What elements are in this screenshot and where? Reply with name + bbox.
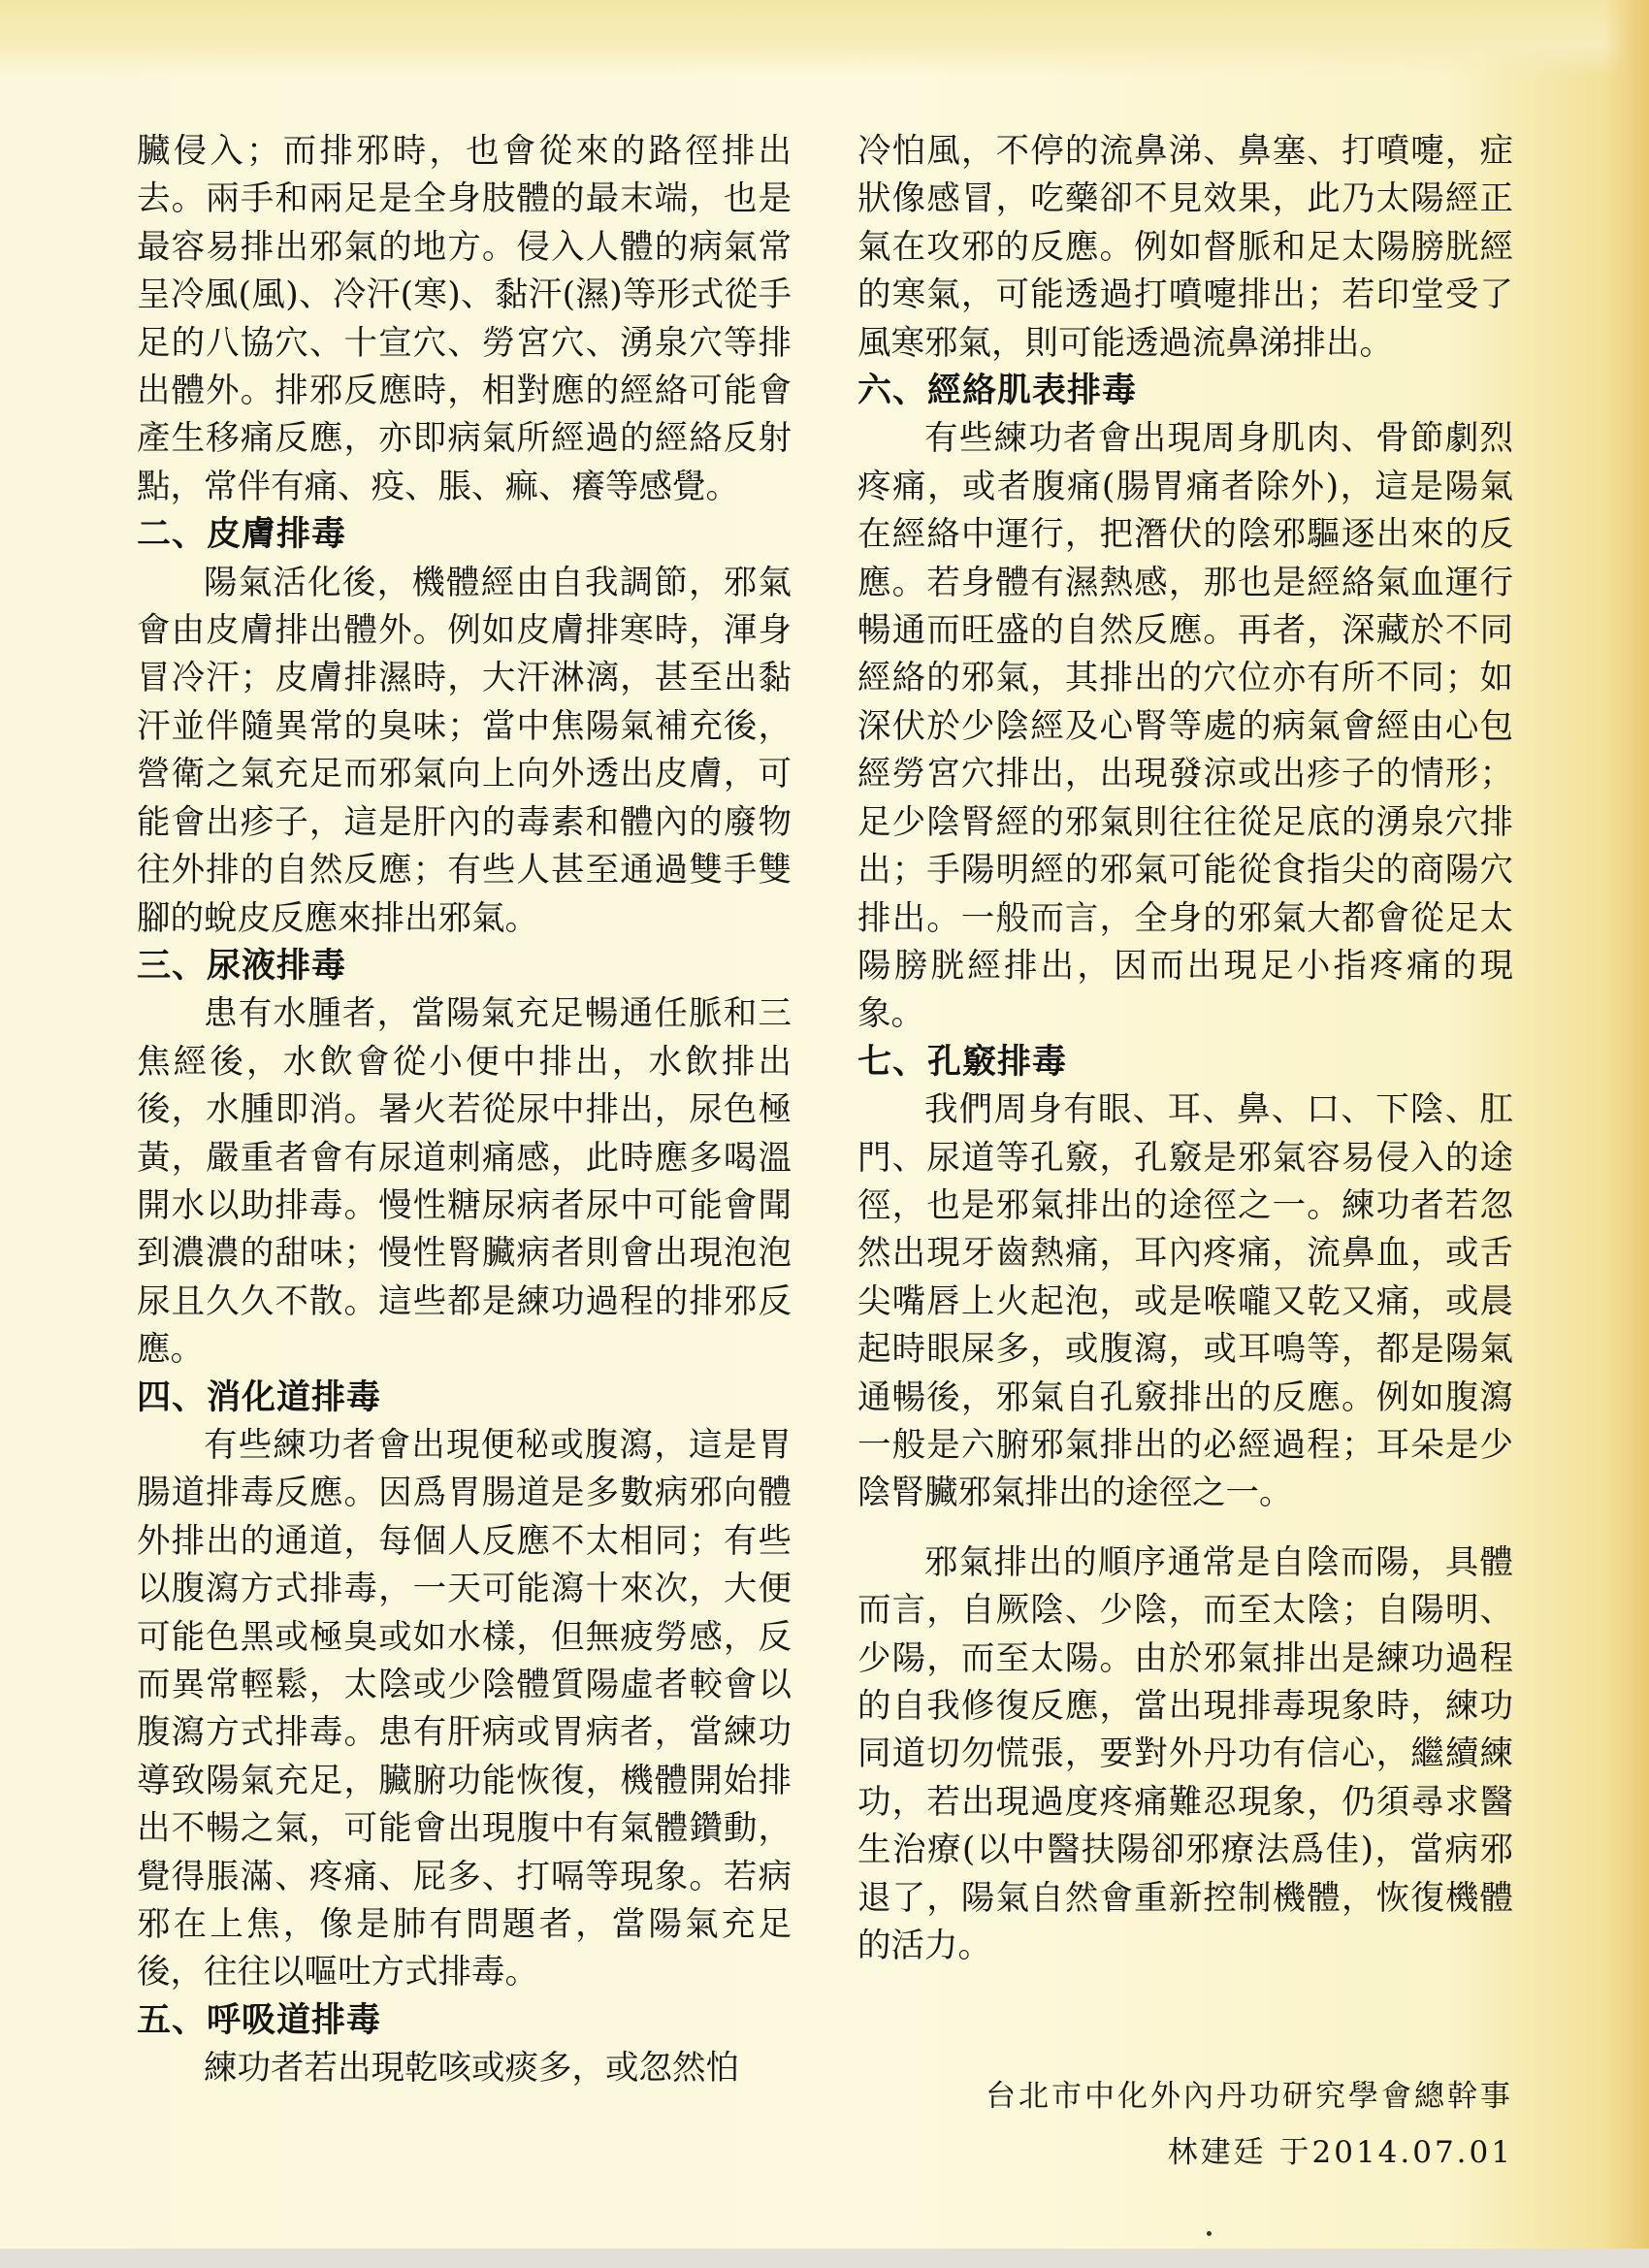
section-heading-meridian: 六、經絡肌表排毒 [857, 372, 1138, 411]
paragraph: 我們周身有眼、耳、鼻、口、下陰、肛門、尿道等孔竅，孔竅是邪氣容易侵入的途徑，也是邪氣排出的途徑之一。練功者若忽然出現牙齒熱痛，耳內疼痛，流鼻血，或舌尖嘴唇上火起泡，或是喉嚨又乾又痛，或晨起時眼屎多，或腹瀉，或耳鳴等，都是陽氣通暢後，邪氣自孔竅排出的反應。例如腹瀉一般是六腑邪氣排出的必經過程；耳朵是少陰腎臟邪氣排出的途徑之一。 [857, 1090, 1513, 1513]
section-heading-orifices: 七、孔竅排毒 [857, 1042, 1068, 1082]
signature-author-date: 林建廷 于2014.07.01 [1167, 2135, 1513, 2170]
paragraph: 有些練功者會出現便秘或腹瀉，這是胃腸道排毒反應。因爲胃腸道是多數病邪向體外排出的通道，每個人反應不太相同；有些以腹瀉方式排毒，一天可能瀉十來次，大便可能色黑或極臭或如水樣，但無疲勞感，反而異常輕鬆，太陰或少陰體質陽虛者較會以腹瀉方式排毒。患有肝病或胃病者，當練功導致陽氣充足，臟腑功能恢復，機體開始排出不暢之氣，可能會出現腹中有氣體鑽動，覺得脹滿、疼痛、屁多、打嗝等現象。若病邪在上焦，像是肺有問題者，當陽氣充足後，往往以嘔吐方式排毒。 [137, 1425, 792, 1993]
top-color-band [0, 0, 1649, 76]
left-column [137, 128, 792, 2093]
paragraph: 冷怕風，不停的流鼻涕、鼻塞、打噴嚏，症狀像感冒，吃藥卻不見效果，此乃太陽經正氣在攻邪的反應。例如督脈和足太陽膀胱經的寒氣，可能透過打噴嚏排出；若印堂受了風寒邪氣，則可能透過流鼻涕排出。 [857, 132, 1513, 363]
right-column [857, 128, 1513, 1970]
section-heading-respiratory: 五、呼吸道排毒 [137, 2000, 382, 2040]
section-heading-digestive: 四、消化道排毒 [137, 1377, 382, 1417]
signature-organization: 台北市中化外內丹功研究學會總幹事 [986, 2079, 1513, 2114]
paragraph: 臟侵入；而排邪時，也會從來的路徑排出去。兩手和兩足是全身肢體的最末端，也是最容易排出邪氣的地方。侵入人體的病氣常呈冷風(風)、冷汗(寒)、黏汗(濕)等形式從手足的八協穴、十宣穴、勞宮穴、湧泉穴等排出體外。排邪反應時，相對應的經絡可能會產生移痛反應，亦即病氣所經過的經絡反射點，常伴有痛、疫、脹、痲、癢等感覺。 [137, 132, 792, 506]
section-heading-skin: 二、皮膚排毒 [137, 515, 347, 555]
right-color-band [1604, 0, 1649, 2268]
page-dot-mark [1207, 2231, 1212, 2236]
paragraph: 患有水腫者，當陽氣充足暢通任脈和三焦經後，水飲會從小便中排出，水飲排出後，水腫即消。暑火若從尿中排出，尿色極黃，嚴重者會有尿道刺痛感，此時應多喝溫開水以助排毒。慢性糖尿病者尿中可能會聞到濃濃的甜味；慢性腎臟病者則會出現泡泡尿且久久不散。這些都是練功過程的排邪反應。 [137, 994, 792, 1370]
scan-bottom-edge [0, 2249, 1649, 2268]
paragraph: 有些練功者會出現周身肌肉、骨節劇烈疼痛，或者腹痛(腸胃痛者除外)，這是陽氣在經絡中運行，把潛伏的陰邪驅逐出來的反應。若身體有濕熱感，那也是經絡氣血運行暢通而旺盛的自然反應。再者，深藏於不同經絡的邪氣，其排出的穴位亦有所不同；如深伏於少陰經及心腎等處的病氣會經由心包經勞宮穴排出，出現發涼或出疹子的情形；足少陰腎經的邪氣則往往從足底的湧泉穴排出；手陽明經的邪氣可能從食指尖的商陽穴排出。一般而言，全身的邪氣大都會從足太陽膀胱經排出，因而出現足小指疼痛的現象。 [857, 419, 1513, 1034]
section-heading-urine: 三、尿液排毒 [137, 946, 347, 986]
signature-block [986, 2068, 1513, 2181]
paragraph: 陽氣活化後，機體經由自我調節，邪氣會由皮膚排出體外。例如皮膚排寒時，渾身冒冷汗；皮膚排濕時，大汗淋漓，甚至出黏汗並伴隨異常的臭味；當中焦陽氣補充後，營衛之氣充足而邪氣向上向外透出皮膚，可能會出疹子，這是肝內的毒素和體內的廢物往外排的自然反應；有些人甚至通過雙手雙腳的蛻皮反應來排出邪氣。 [137, 563, 792, 938]
paragraph: 練功者若出現乾咳或痰多，或忽然怕 [204, 2049, 739, 2089]
paragraph: 邪氣排出的順序通常是自陰而陽，具體而言，自厥陰、少陰，而至太陰；自陽明、少陽，而至太陽。由於邪氣排出是練功過程的自我修復反應，當出現排毒現象時，練功同道切勿慌張，要對外丹功有信心，繼續練功，若出現過度疼痛難忍現象，仍須尋求醫生治療(以中醫扶陽卻邪療法爲佳)，當病邪退了，陽氣自然會重新控制機體，恢復機體的活力。 [857, 1542, 1513, 1966]
